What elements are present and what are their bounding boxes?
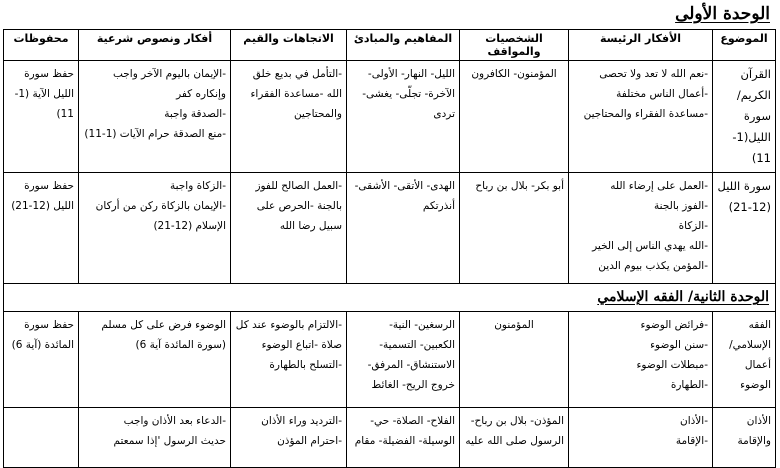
idea-item: -المؤمن يكذب بيوم الدين bbox=[598, 260, 708, 272]
idea-item: -مساعدة الفقراء والمحتاجين bbox=[583, 108, 708, 120]
topic-cell bbox=[713, 312, 776, 408]
unit2-title-row bbox=[4, 284, 776, 312]
concepts-text: الهدى- الأتقى- الأشقى- أنذرتكم bbox=[354, 180, 455, 212]
text-item: الوضوء فرض على كل مسلم (سورة المائدة آية 6) bbox=[101, 319, 226, 351]
concepts-cell bbox=[347, 173, 460, 284]
text-item: -الإيمان باليوم الآخر واجب وإنكاره كفر bbox=[112, 68, 226, 100]
topic-text: الأذان والإقامة bbox=[737, 415, 771, 447]
topic-text: القرآن الكريم/ سورة الليل(1-11) bbox=[732, 67, 771, 165]
ideas-cell bbox=[569, 61, 713, 173]
header-concepts: المفاهيم والمبادئ bbox=[347, 30, 460, 61]
header-persons: الشخصيات والمواقف bbox=[460, 30, 569, 61]
idea-item: -سنن الوضوء bbox=[650, 339, 708, 351]
values-text: -العمل الصالح للفوز بالجنة -الحرص على سبيل رضا الله bbox=[255, 180, 342, 232]
values-text: -الترديد وراء الأذان -احترام المؤذن bbox=[261, 415, 342, 447]
text-item: -الصدقة واجبة bbox=[164, 108, 226, 120]
topic-text: الفقه الإسلامي/ أعمال الوضوء bbox=[729, 319, 771, 391]
ideas-cell bbox=[569, 312, 713, 408]
idea-item: -أعمال الناس مختلفة bbox=[616, 88, 708, 100]
persons-cell bbox=[460, 173, 569, 284]
persons-cell bbox=[460, 312, 569, 408]
texts-cell bbox=[79, 173, 231, 284]
text-item: -الدعاء بعد الأذان واجب bbox=[123, 415, 226, 427]
concepts-text: الرسغين- النية- الكعبين- التسمية- الاستنشاق- المرفق- خروج الريح- الغائط bbox=[367, 319, 455, 391]
memorize-text: حفظ سورة الليل (12-21) bbox=[11, 180, 74, 212]
person-item: المؤمنون bbox=[494, 319, 534, 331]
unit2-title: الوحدة الثانية/ الفقه الإسلامي bbox=[597, 289, 769, 305]
concepts-cell bbox=[347, 61, 460, 173]
unit1-title: الوحدة الأولى bbox=[675, 4, 770, 24]
idea-item: -الزكاة bbox=[678, 220, 708, 232]
values-cell bbox=[231, 61, 347, 173]
topic-text: سورة الليل (12-21) bbox=[717, 179, 771, 214]
text-item: حديث الرسول 'إذا سمعتم bbox=[113, 435, 226, 447]
concepts-text: الليل- النهار- الأولى- الآخرة- تجلّى- يغشى- تردى bbox=[362, 68, 455, 120]
header-main-ideas: الأفكار الرئيسة bbox=[569, 30, 713, 61]
memorize-cell bbox=[4, 312, 79, 408]
memorize-cell bbox=[4, 173, 79, 284]
text-item: -الإيمان بالزكاة ركن من أركان الإسلام (12-21) bbox=[95, 200, 226, 232]
concepts-cell bbox=[347, 312, 460, 408]
idea-item: -الطهارة bbox=[670, 379, 708, 391]
values-cell bbox=[231, 312, 347, 408]
header-row bbox=[4, 30, 776, 61]
person-item: المؤذن- بلال بن رباح- الرسول صلى الله عليه bbox=[465, 415, 564, 447]
person-item: المؤمنون- الكافرون bbox=[471, 68, 557, 80]
text-item: -الزكاة واجبة bbox=[169, 180, 226, 192]
idea-item: -الإقامة bbox=[675, 435, 708, 447]
idea-item: -نعم الله لا تعد ولا تحصى bbox=[599, 68, 708, 80]
idea-item: -العمل على إرضاء الله bbox=[610, 180, 708, 192]
concepts-cell bbox=[347, 408, 460, 468]
header-memorize: محفوظات bbox=[4, 30, 79, 61]
header-values: الاتجاهات والقيم bbox=[231, 30, 347, 61]
values-cell bbox=[231, 408, 347, 468]
memorize-cell bbox=[4, 408, 79, 468]
table-row bbox=[4, 312, 776, 408]
topic-cell bbox=[713, 173, 776, 284]
person-item: أبو بكر- بلال بن رباح bbox=[475, 180, 564, 192]
values-text: -الالتزام بالوضوء عند كل صلاة -اتباع الوضوء -التسلح بالطهارة bbox=[235, 319, 342, 371]
idea-item: -مبطلات الوضوء bbox=[636, 359, 708, 371]
texts-cell bbox=[79, 61, 231, 173]
texts-cell bbox=[79, 408, 231, 468]
idea-item: -فرائض الوضوء bbox=[640, 319, 708, 331]
memorize-cell bbox=[4, 61, 79, 173]
persons-cell bbox=[460, 61, 569, 173]
text-item: -منع الصدقة حرام الآيات (1-11) bbox=[84, 128, 226, 140]
topic-cell bbox=[713, 408, 776, 468]
idea-item: -الله يهدي الناس إلى الخير bbox=[592, 240, 708, 252]
texts-cell bbox=[79, 312, 231, 408]
persons-cell bbox=[460, 408, 569, 468]
header-texts: أفكار ونصوص شرعية bbox=[79, 30, 231, 61]
header-topic: الموضوع bbox=[713, 30, 776, 61]
table-row bbox=[4, 61, 776, 173]
idea-item: -الفوز بالجنة bbox=[654, 200, 708, 212]
topic-cell bbox=[713, 61, 776, 173]
concepts-text: الفلاح- الصلاة- حي- الوسيلة- الفضيلة- مقام bbox=[354, 415, 455, 447]
memorize-text: حفظ سورة المائدة (آية 6) bbox=[11, 319, 74, 351]
curriculum-table bbox=[3, 29, 776, 468]
values-text: -التأمل في بديع خلق الله -مساعدة الفقراء والمحتاجين bbox=[250, 68, 342, 120]
memorize-text: حفظ سورة الليل الآية (1-11) bbox=[14, 68, 74, 120]
table-row bbox=[4, 408, 776, 468]
ideas-cell bbox=[569, 408, 713, 468]
values-cell bbox=[231, 173, 347, 284]
ideas-cell bbox=[569, 173, 713, 284]
unit2-title-cell bbox=[4, 284, 776, 312]
idea-item: -الأذان bbox=[680, 415, 708, 427]
table-row bbox=[4, 173, 776, 284]
